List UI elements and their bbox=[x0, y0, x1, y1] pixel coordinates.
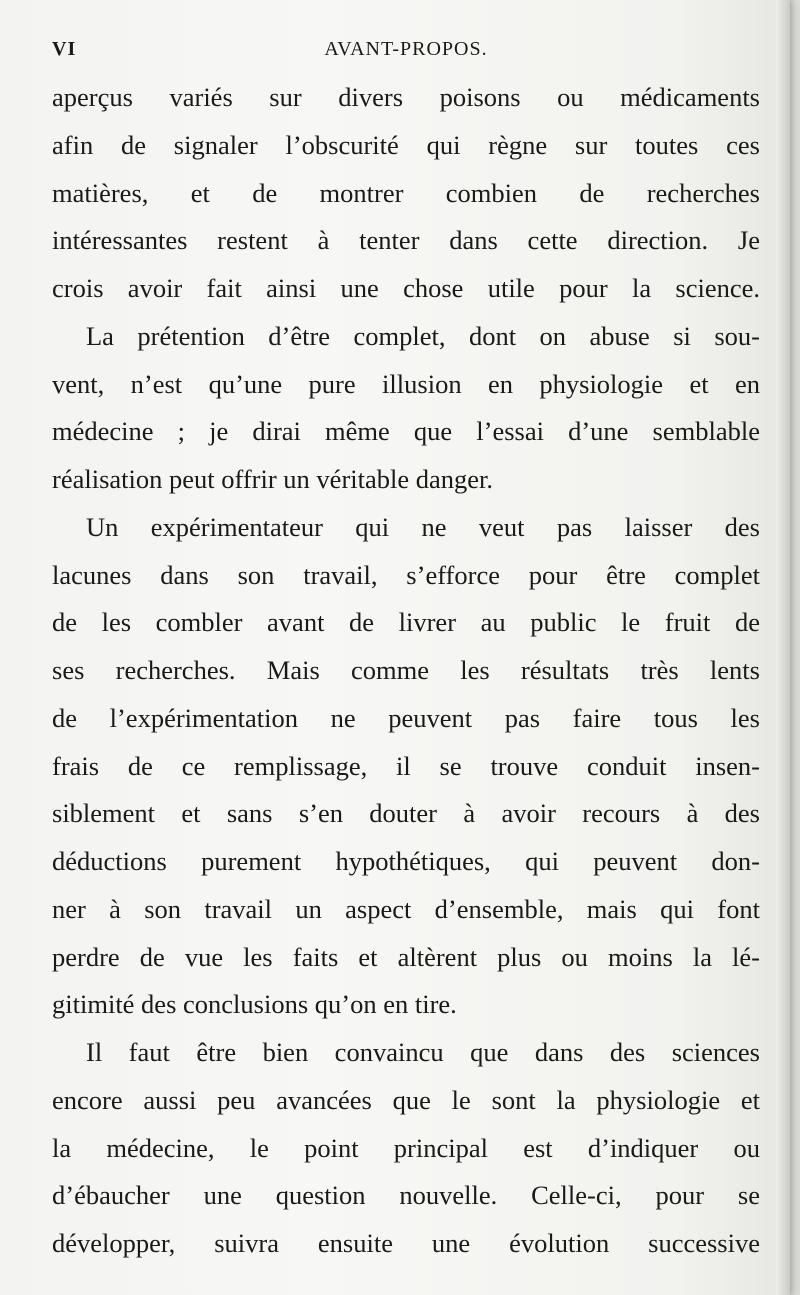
text-line: matières, et de montrer combien de recherches bbox=[52, 177, 760, 208]
text-line: réalisation peut offrir un véritable danger. bbox=[52, 464, 494, 494]
text-line: développer, suivra ensuite une évolution successive bbox=[52, 1228, 760, 1258]
text-line: perdre de vue les faits et altèrent plus ou moins la lé- bbox=[52, 941, 760, 972]
text-line: ses recherches. Mais comme les résultats très lents bbox=[52, 655, 760, 685]
text-line: frais de ce remplissage, il se trouve conduit insen- bbox=[52, 750, 760, 781]
text-line: ner à son travail un aspect d’ensemble, mais qui font bbox=[52, 893, 760, 924]
text-line: la médecine, le point principal est d’indiquer ou bbox=[52, 1132, 760, 1163]
paragraph-4 bbox=[52, 1029, 760, 1268]
text-line: déductions purement hypothétiques, qui peuvent don- bbox=[52, 846, 760, 876]
running-head bbox=[52, 38, 760, 64]
text-line: intéressantes restent à tenter dans cette direction. Je bbox=[52, 225, 760, 256]
text-line: vent, n’est qu’une pure illusion en physiologie et en bbox=[52, 368, 760, 399]
text-line: Un expérimentateur qui ne veut pas laisser des bbox=[86, 511, 760, 542]
text-line: afin de signaler l’obscurité qui règne sur toutes ces bbox=[52, 129, 760, 160]
text-line: La prétention d’être complet, dont on abuse si sou- bbox=[86, 320, 760, 351]
body-text bbox=[52, 74, 760, 1268]
paragraph-3 bbox=[52, 504, 760, 1029]
text-line: Il faut être bien convaincu que dans des sciences bbox=[86, 1037, 760, 1067]
text-line: d’ébaucher une question nouvelle. Celle-ci, pour se bbox=[52, 1180, 760, 1211]
text-line: de l’expérimentation ne peuvent pas faire tous les bbox=[52, 702, 760, 733]
text-line: encore aussi peu avancées que le sont la physiologie et bbox=[52, 1084, 760, 1115]
text-line: aperçus variés sur divers poisons ou médicaments bbox=[52, 82, 760, 112]
text-line: gitimité des conclusions qu’on en tire. bbox=[52, 989, 457, 1020]
text-line: lacunes dans son travail, s’efforce pour être complet bbox=[52, 559, 760, 590]
paragraph-1 bbox=[52, 74, 760, 313]
page-number: VI bbox=[52, 38, 77, 60]
paragraph-2 bbox=[52, 313, 760, 504]
text-line: médecine ; je dirai même que l’essai d’une semblable bbox=[52, 416, 760, 447]
text-line: siblement et sans s’en douter à avoir recours à des bbox=[52, 798, 760, 829]
text-line: crois avoir fait ainsi une chose utile pour la science. bbox=[52, 273, 760, 303]
text-line: de les combler avant de livrer au public le fruit de bbox=[52, 607, 760, 638]
running-title: AVANT-PROPOS. bbox=[324, 38, 488, 60]
page-edge bbox=[776, 0, 790, 1295]
